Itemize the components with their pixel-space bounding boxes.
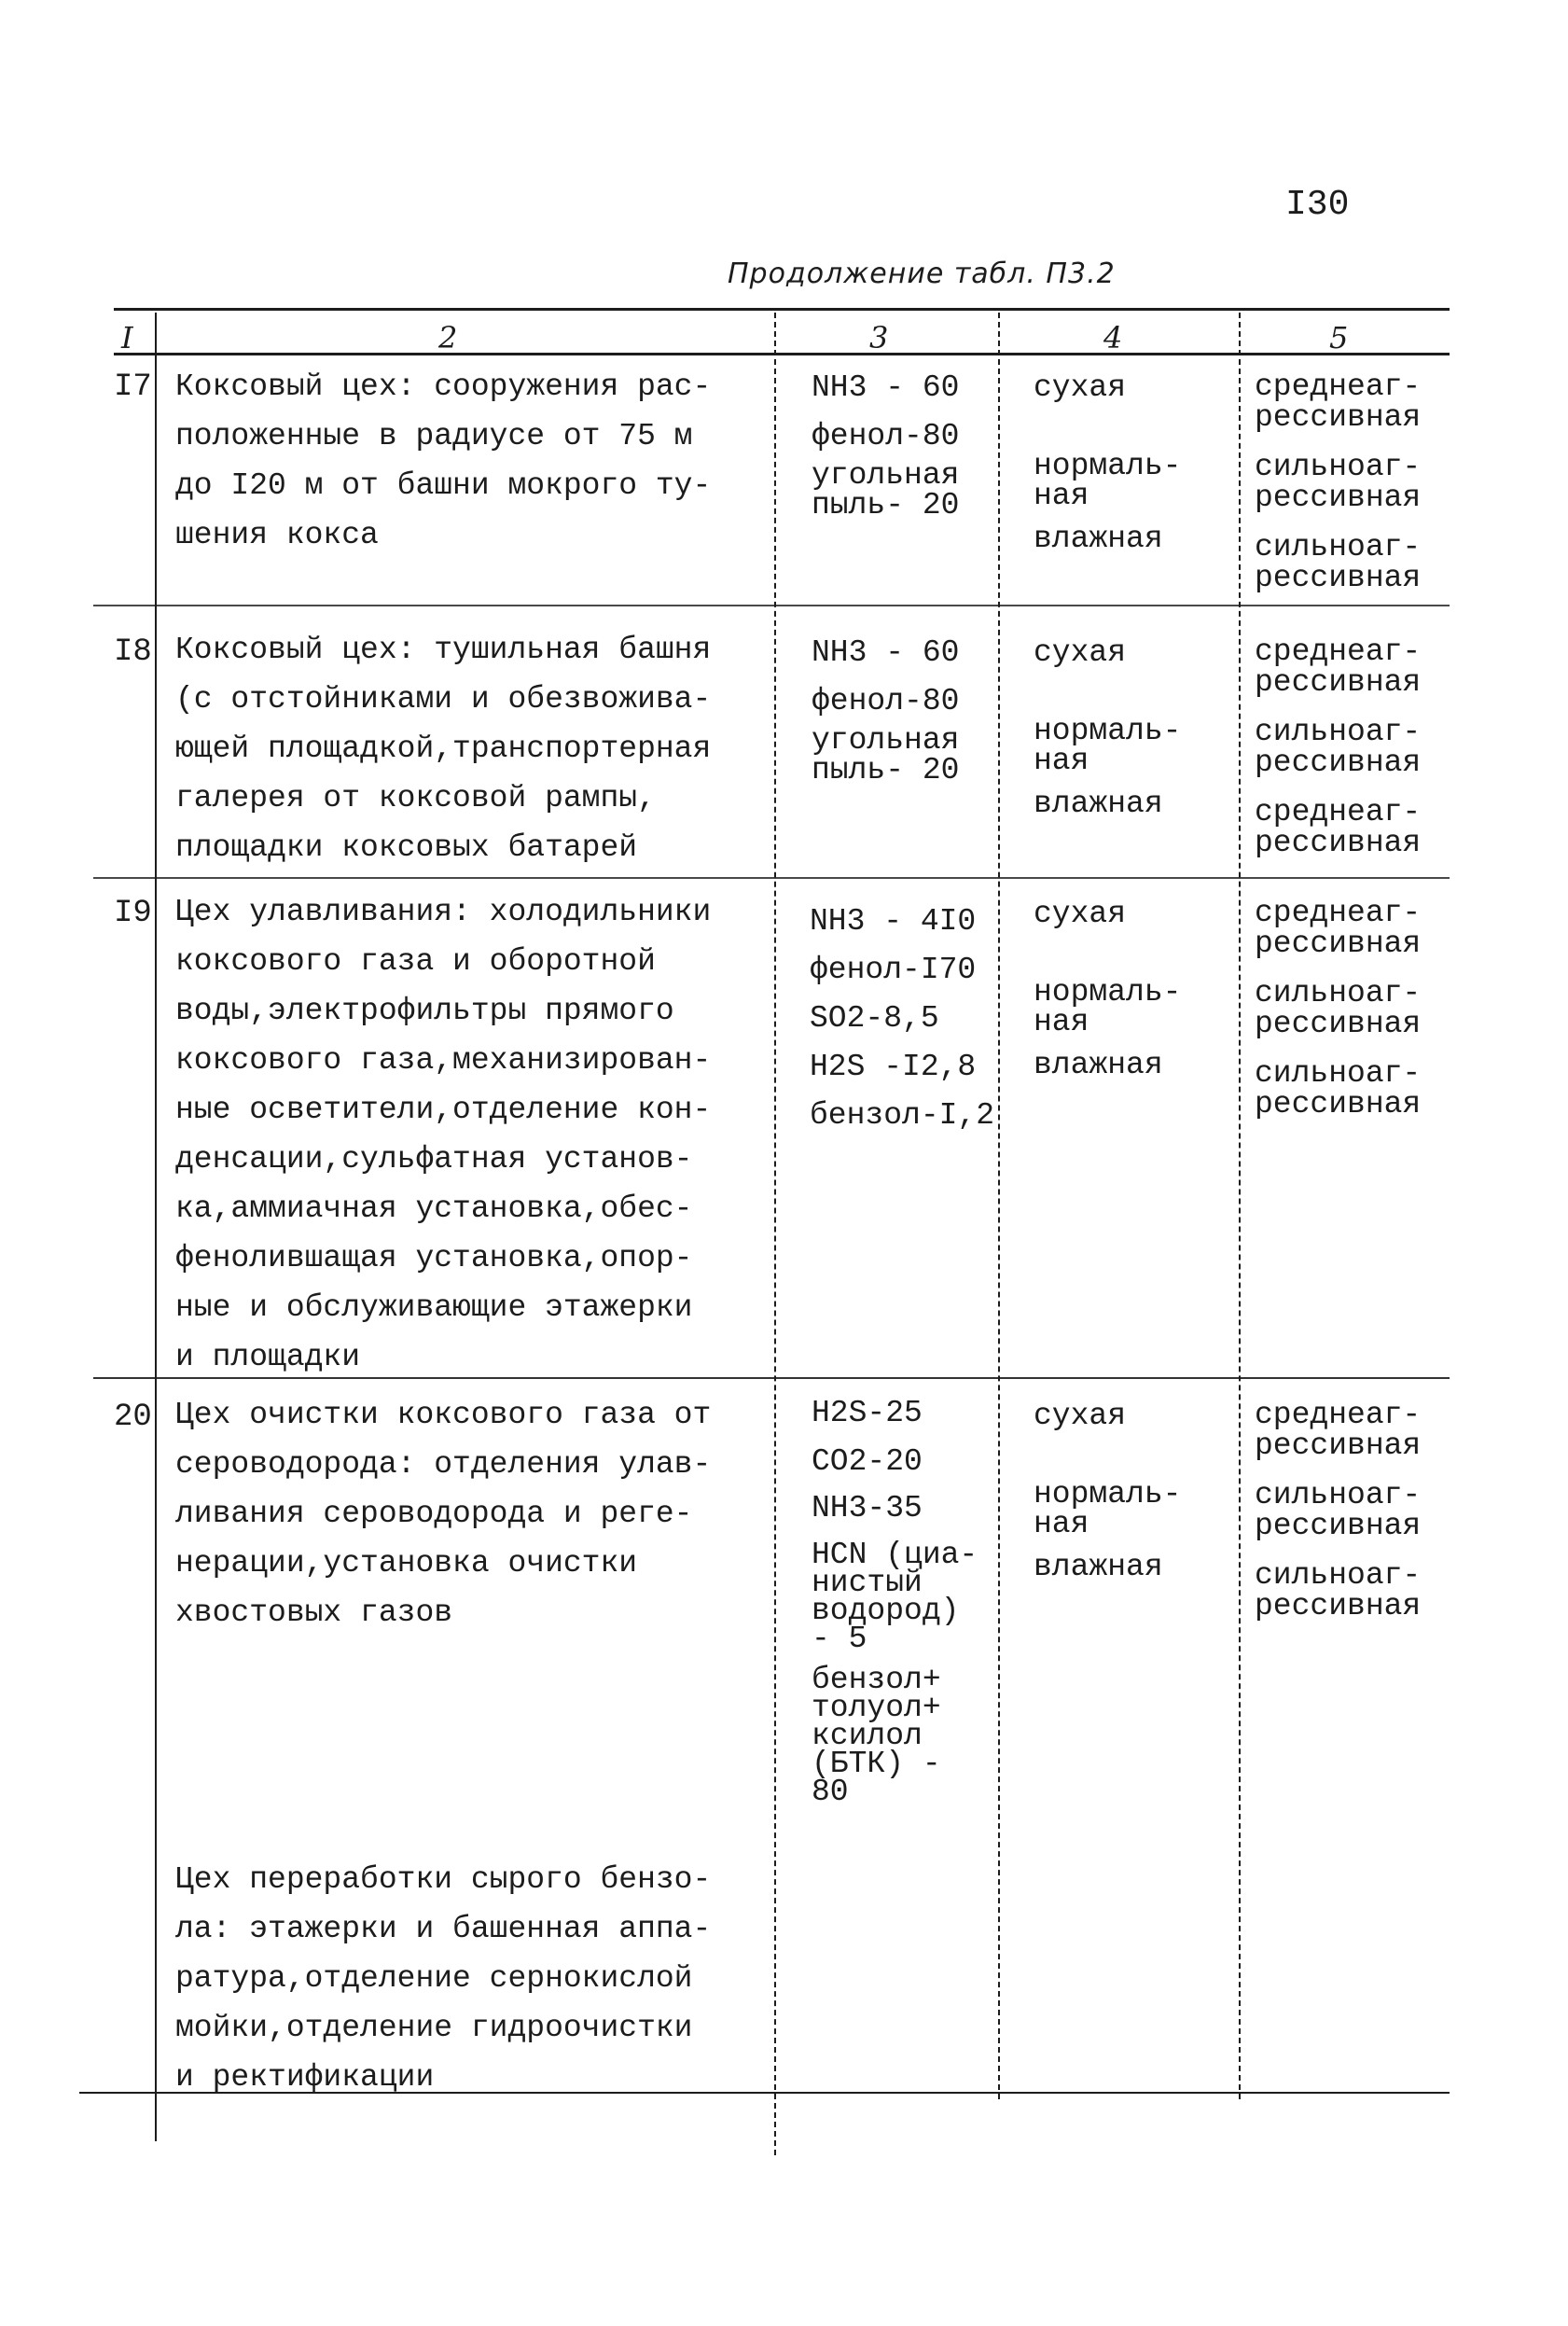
row-number: 20 — [114, 1400, 152, 1435]
humidity-conditions: сухая нормаль- ная влажная — [1034, 1399, 1182, 1584]
column-rule — [155, 313, 157, 2141]
row-description: Цех улавливания: холодильники коксового газа и оборотной воды,электрофильтры прямого коксового газа,механизирован- ные осветители,отделение кон- денсации,сульфатная установ- ка,аммиачная установка,обес- фенолившащая установка,опор- ные и обслуживающие этажерки и площадки — [175, 895, 712, 1374]
row-description: Цех очистки коксового газа от сероводорода: отделения улав- ливания сероводорода и реге- нерации,установка очистки хвостовых газов — [175, 1398, 712, 1630]
row-number: I8 — [114, 634, 152, 670]
aggressiveness-degree: среднеаг- рессивная сильноаг- рессивная среднеаг- рессивная — [1255, 634, 1422, 860]
table-top-rule — [114, 308, 1450, 311]
row-divider — [93, 877, 1450, 879]
gas-concentrations: NH3 - 60 фенол-80 угольная пыль- 20 — [812, 370, 960, 522]
header-col-2: 2 — [438, 320, 458, 355]
header-col-1: I — [121, 320, 133, 355]
row-description: Коксовый цех: тушильная башня (с отстойниками и обезвожива- ющей площадкой,транспортерная галерея от коксовой рампы, площадки коксовых батарей — [175, 633, 712, 865]
humidity-conditions: сухая нормаль- ная влажная — [1034, 897, 1182, 1082]
gas-concentrations: H2S-25 CO2-20 NH3-35 HCN (циа- нистый водород) - 5 бензол+ толуол+ ксилол (БТК) - 80 — [812, 1396, 978, 1809]
row-number: I7 — [114, 369, 152, 405]
gas-concentrations: NH3 - 60 фенол-80 угольная пыль- 20 — [812, 635, 960, 787]
column-rule — [774, 313, 776, 2155]
aggressiveness-degree: среднеаг- рессивная сильноаг- рессивная сильноаг- рессивная — [1255, 896, 1422, 1121]
aggressiveness-degree: среднеаг- рессивная сильноаг- рессивная сильноаг- рессивная — [1255, 1398, 1422, 1623]
row-description: Коксовый цех: сооружения рас- положенные в радиусе от 75 м до I20 м от башни мокрого ту- шения кокса — [175, 369, 712, 552]
header-bottom-rule — [114, 353, 1450, 355]
row-divider — [93, 605, 1450, 606]
column-rule — [998, 313, 1000, 2099]
row-number: I9 — [114, 896, 152, 931]
header-col-3: 3 — [869, 320, 889, 355]
humidity-conditions: сухая нормаль- ная влажная — [1034, 370, 1182, 556]
humidity-conditions: сухая нормаль- ная влажная — [1034, 635, 1182, 821]
column-rule — [1239, 313, 1241, 2099]
header-col-4: 4 — [1103, 320, 1123, 355]
aggressiveness-degree: среднеаг- рессивная сильноаг- рессивная сильноаг- рессивная — [1255, 369, 1422, 595]
header-col-5: 5 — [1329, 320, 1349, 355]
page-number: I30 — [1285, 185, 1350, 225]
table-caption: Продолжение табл. П3.2 — [728, 258, 1116, 290]
gas-concentrations: NH3 - 4I0 фенол-I70 SO2-8,5 H2S -I2,8 бензол-I,2 — [810, 904, 995, 1133]
row-description-secondary: Цех переработки сырого бензо- ла: этажерки и башенная аппа- ратура,отделение сернокислой мойки,отделение гидроочистки и ректификации — [175, 1862, 712, 2095]
